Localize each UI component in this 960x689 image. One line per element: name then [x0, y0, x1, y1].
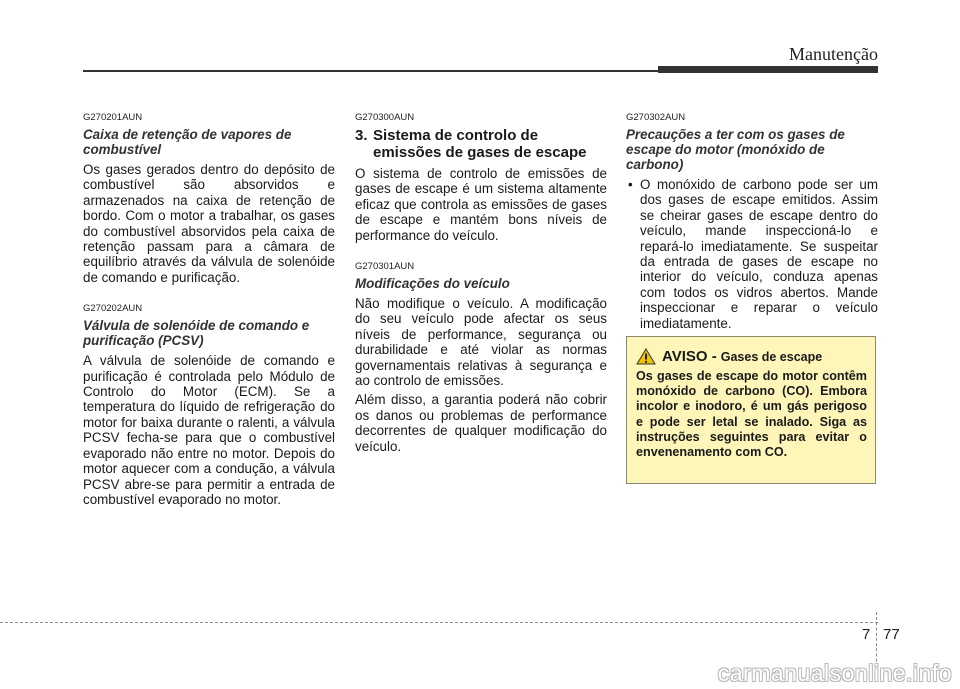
warning-subtitle: Gases de escape: [720, 349, 823, 364]
bullet-list: [626, 177, 878, 331]
warning-box: [626, 336, 876, 484]
section-heading: [355, 127, 607, 161]
warning-title: AVISO -: [662, 348, 717, 365]
header-rule-accent: [658, 66, 878, 73]
watermark: carmanualsonline.info: [717, 660, 952, 686]
subsection-title: Caixa de retenção de vapores de combustível: [83, 127, 292, 157]
paragraph: O sistema de controlo de emissões de gases de escape é um sistema altamente eficaz que controla as emissões de gases de escape e mantém bons níveis de performance do veículo.: [355, 166, 607, 243]
page-number: 77: [883, 626, 900, 643]
section-code: G270201AUN: [83, 112, 143, 123]
column-right: [626, 112, 878, 331]
page-section-title: Manutenção: [789, 44, 878, 64]
chapter-number: 7: [862, 626, 871, 643]
section-heading-line1: Sistema de controlo de: [373, 127, 539, 144]
bullet-icon: •: [628, 177, 633, 192]
warning-text: Os gases de escape do motor contêm monóxido de carbono (CO). Embora incolor e inodoro, é um gás perigoso e pode ser letal se inalado. Siga as instruções seguintes para evitar o envenenamento com CO.: [636, 369, 867, 460]
bullet-text: O monóxido de carbono pode ser um dos gases de escape emitidos. Assim se cheirar gases de escape dentro do veículo, mande inspeccioná-lo e repará-lo imediatamente. Se suspeitar da entrada de gases de escape no interior do veículo, conduza apenas com todos os vidros abertos. Mande inspeccionar e reparar o veículo imediatamente.: [640, 177, 878, 331]
list-item: [626, 177, 878, 331]
section-number: 3.: [355, 127, 368, 144]
column-left: [83, 112, 335, 511]
subsection-title: Válvula de solenóide de comando e purificação (PCSV): [83, 318, 310, 349]
paragraph: Não modifique o veículo. A modificação do seu veículo pode afectar os seus níveis de performance, segurança ou durabilidade e até violar as normas governamentais relativas à segurança e ao controlo de emissões.: [355, 296, 607, 389]
section-heading-line2: emissões de gases de escape: [373, 144, 587, 161]
column-middle: [355, 112, 607, 458]
warning-triangle-icon: [636, 348, 656, 365]
paragraph: Além disso, a garantia poderá não cobrir os danos ou problemas de performance decorrentes de qualquer modificação do veículo.: [355, 392, 607, 454]
section-code: G270301AUN: [355, 261, 415, 273]
section-code: G270300AUN: [355, 112, 415, 123]
warning-header: [636, 348, 867, 365]
paragraph: A válvula de solenóide de comando e purificação é controlada pelo Módulo de Controlo do Motor (ECM). Se a temperatura do líquido de refrigeração do motor for baixa durante o ralenti, a válvula PCSV fecha-se para que o combustível evaporado não entre no motor. Depois do motor aquecer com a condução, a válvula PCSV abre-se para permitir a entrada de combustível evaporado no motor.: [83, 353, 335, 507]
subsection-title: Modificações do veículo: [355, 276, 510, 292]
footer-rule: [0, 622, 878, 623]
subsection-title: Precauções a ter com os gases de escape do motor (monóxido de carbono): [626, 127, 845, 172]
section-code: G270202AUN: [83, 303, 143, 315]
header-rule: [83, 70, 660, 72]
section-code: G270302AUN: [626, 112, 686, 123]
paragraph: Os gases gerados dentro do depósito de combustível são absorvidos e armazenados na caixa de retenção de bordo. Com o motor a trabalhar, os gases do combustível absorvidos pela caixa de retenção passam para a câmara de equilíbrio através da válvula de solenóide de comando e purificação.: [83, 162, 335, 285]
